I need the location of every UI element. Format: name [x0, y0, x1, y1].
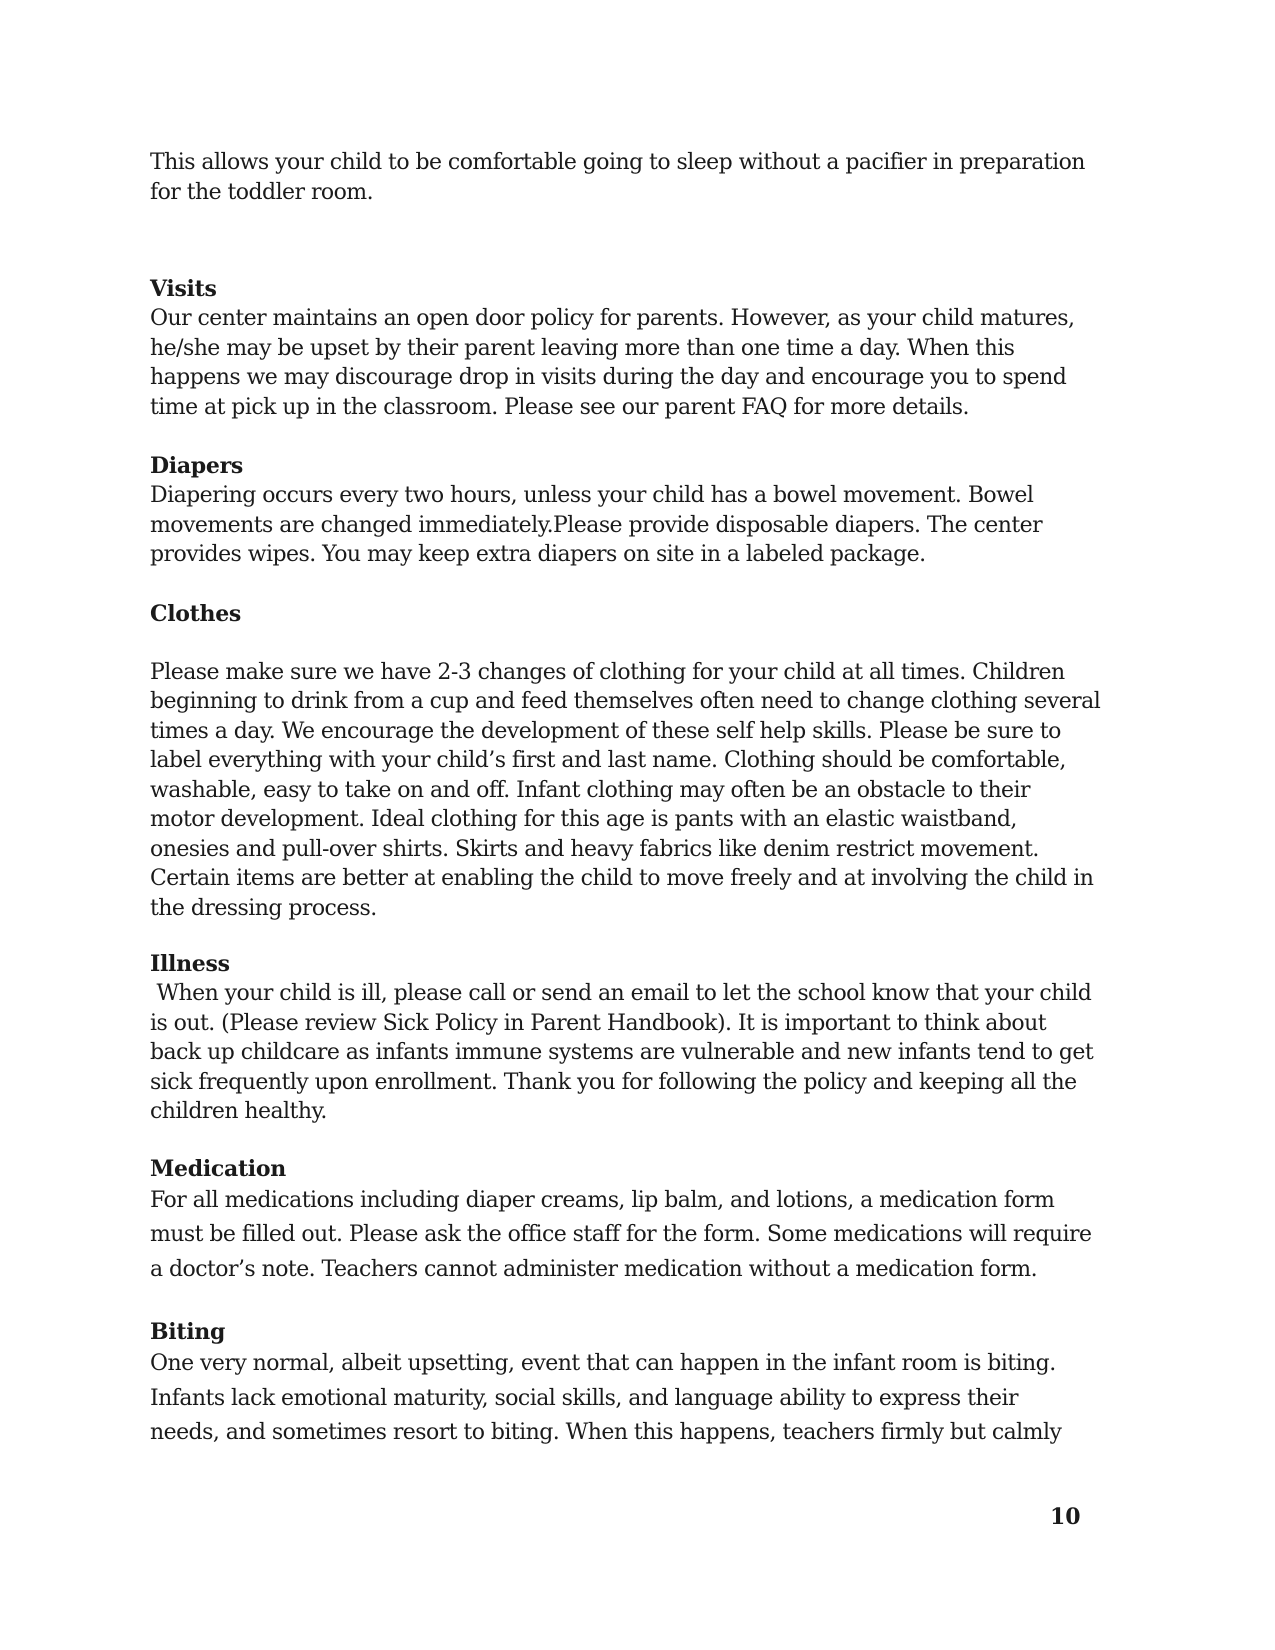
diapers-line: provides wipes. You may keep extra diapers on site in a labeled package. [150, 542, 926, 567]
medication-section [150, 1154, 1130, 1288]
medication-line: For all medications including diaper creams, lip balm, and lotions, a medication form [150, 1187, 1055, 1213]
illness-line: When your child is ill, please call or send an email to let the school know that your child [150, 981, 1092, 1006]
illness-line: back up childcare as infants immune systems are vulnerable and new infants tend to get [150, 1040, 1094, 1065]
clothes-line: Please make sure we have 2-3 changes of clothing for your child at all times. Children [150, 659, 1065, 685]
clothes-line: beginning to drink from a cup and feed themselves often need to change clothing several [150, 689, 1101, 714]
diapers-line: Diapering occurs every two hours, unless your child has a bowel movement. Bowel [150, 483, 1034, 508]
clothes-line: washable, easy to take on and off. Infant clothing may often be an obstacle to their [150, 777, 1030, 803]
illness-heading: Illness [150, 951, 230, 977]
clothes-heading: Clothes [150, 600, 241, 627]
medication-line: must be filled out. Please ask the office staff for the form. Some medications will require [150, 1222, 1092, 1247]
clothes-paragraph [150, 658, 1130, 924]
biting-paragraph [150, 1347, 1130, 1451]
biting-line: needs, and sometimes resort to biting. When this happens, teachers firmly but calmly [150, 1420, 1062, 1445]
clothes-line: the dressing process. [150, 895, 377, 921]
clothes-line: times a day. We encourage the development of these self help skills. Please be sure to [150, 718, 1061, 744]
biting-line: Infants lack emotional maturity, social skills, and language ability to express their [150, 1385, 1018, 1411]
page-number: 10 [1050, 1504, 1081, 1530]
intro-line: This allows your child to be comfortable going to sleep without a pacifier in preparation [150, 150, 1085, 175]
visits-line: time at pick up in the classroom. Please see our parent FAQ for more details. [150, 394, 969, 420]
illness-paragraph [150, 979, 1130, 1127]
medication-line: a doctor’s note. Teachers cannot administer medication without a medication form. [150, 1256, 1038, 1282]
medication-heading: Medication [150, 1155, 286, 1182]
document-page [150, 148, 1130, 1451]
clothes-line: motor development. Ideal clothing for this age is pants with an elastic waistband, [150, 807, 1017, 832]
illness-line: sick frequently upon enrollment. Thank you for following the policy and keeping all the [150, 1069, 1077, 1095]
diapers-heading: Diapers [150, 453, 243, 479]
biting-heading: Biting [150, 1319, 226, 1345]
clothes-line: Certain items are better at enabling the child to move freely and at involving the child in [150, 866, 1094, 891]
biting-line: One very normal, albeit upsetting, event that can happen in the infant room is biting. [150, 1351, 1056, 1376]
illness-line: is out. (Please review Sick Policy in Parent Handbook). It is important to think about [150, 1010, 1047, 1036]
intro-paragraph [150, 148, 1130, 207]
illness-line: children healthy. [150, 1099, 327, 1124]
visits-heading: Visits [150, 276, 217, 302]
diapers-paragraph [150, 481, 1130, 570]
visits-line: happens we may discourage drop in visits during the day and encourage you to spend [150, 365, 1067, 390]
medication-paragraph [150, 1184, 1130, 1288]
visits-line: he/she may be upset by their parent leaving more than one time a day. When this [150, 335, 1015, 361]
intro-line: for the toddler room. [150, 179, 374, 205]
clothes-line: label everything with your child’s first and last name. Clothing should be comfortable, [150, 748, 1066, 773]
biting-section [150, 1317, 1130, 1451]
clothes-line: onesies and pull-over shirts. Skirts and heavy fabrics like denim restrict movement. [150, 836, 1039, 862]
visits-paragraph [150, 304, 1130, 422]
visits-line: Our center maintains an open door policy for parents. However, as your child matures, [150, 306, 1075, 331]
diapers-line: movements are changed immediately.Please provide disposable diapers. The center [150, 512, 1043, 538]
